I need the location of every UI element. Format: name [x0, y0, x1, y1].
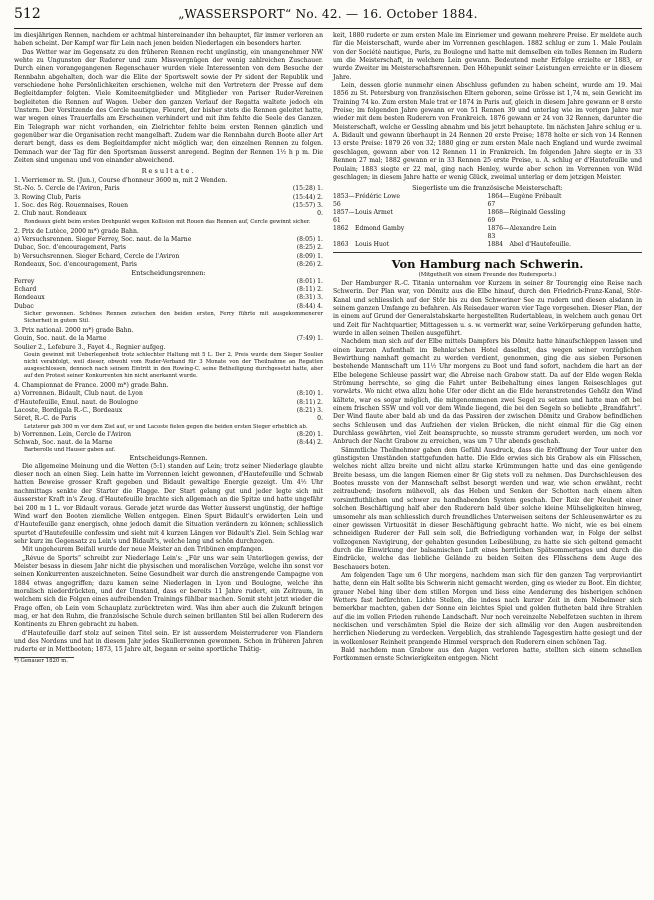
- result-row: [14, 202, 323, 210]
- result-entrant: a) Versuchsrennen. Sieger Ferrey, Soc. naut. de la Marne: [14, 235, 192, 243]
- race-result-list: [14, 236, 323, 269]
- race-note: Rondeaux gieht beim ersten Drehpunkt wegen Kollision mit Rouen das Rennen auf, Cercle gewinnt sicher.: [24, 218, 311, 225]
- champion-years: 1862: [333, 224, 349, 232]
- race-title: 4. Championnat de France. 2000 m*) grade Bahn.: [14, 382, 169, 390]
- result-row: [14, 194, 323, 202]
- result-time: (8:11) 2.: [296, 398, 323, 406]
- result-time: (15:57) 3.: [292, 201, 323, 209]
- result-row: [14, 399, 323, 407]
- result-row: [14, 278, 323, 286]
- two-column-body: [14, 32, 642, 665]
- champion-name: Réginald Gessling: [509, 208, 566, 216]
- result-entrant: a) Vorrennen. Bidault, Club naut. de Lyon: [14, 390, 143, 398]
- champion-row: [333, 225, 642, 241]
- champion-years: 1868—69: [487, 208, 510, 224]
- section-divider: [333, 252, 642, 253]
- result-entrant: 2. Club naut. Rondeaux: [14, 210, 87, 218]
- result-row: [14, 439, 323, 447]
- champion-name: Louis Huot: [355, 240, 390, 248]
- result-entrant: b) Vorrennen. Lein, Cercle de l'Aviron: [14, 430, 132, 438]
- result-row: [14, 415, 323, 423]
- race-subheading: Entscheidungsrennen:: [131, 269, 206, 278]
- result-time: (8:01) 1.: [296, 277, 323, 285]
- result-row: [14, 253, 323, 261]
- result-row: [14, 294, 323, 302]
- champion-name: Frédéric Lowe: [355, 192, 401, 200]
- result-row: [14, 335, 323, 343]
- result-entrant: Schwab, Soc. naut. de la Marne: [14, 439, 113, 447]
- champion-name: Edmond Gamby: [355, 224, 405, 232]
- result-entrant: Dubac, Soc. d'encouragement, Paris: [14, 244, 127, 252]
- champion-years: 1863: [333, 240, 349, 248]
- article-title: Von Hamburg nach Schwerin.: [391, 256, 584, 271]
- champion-row: [333, 241, 642, 249]
- result-row: [14, 244, 323, 252]
- result-time: (15:44) 2.: [292, 193, 323, 201]
- result-time: (8:31) 3.: [296, 294, 323, 302]
- result-time: (8:05) 1.: [296, 235, 323, 243]
- champion-years: 1884: [487, 240, 504, 248]
- right-column: [333, 32, 642, 665]
- result-entrant: 1. Soc. des Rég. Rouennaises, Rouen: [14, 201, 129, 209]
- champions-heading: Siegerliste um die französische Meisterschaft:: [412, 184, 563, 193]
- result-entrant: 3. Rowing Club, Paris: [14, 193, 81, 201]
- result-row: [14, 407, 323, 415]
- race-result-list: [14, 335, 323, 352]
- result-time: [279, 344, 323, 352]
- result-row: [14, 286, 323, 294]
- results-heading: Resultate.: [141, 166, 196, 175]
- race-title: 1. Vierriemer m. St. (Jun.), Course d'honneur 3600 m, mit 2 Wenden.: [14, 176, 228, 184]
- race-result-list: [14, 278, 323, 311]
- race-result-list: [14, 431, 323, 448]
- champion-name: Eugène Frébault: [509, 192, 562, 200]
- result-time: (8:11) 2.: [296, 285, 323, 293]
- result-time: 0.: [317, 210, 323, 218]
- result-entrant: Rondeaux: [14, 294, 45, 302]
- race-note: Letzterer gab 300 m vor dem Ziel auf, er und Lacoste fielen gegen die beiden ersten Sieger erheblich ab.: [24, 423, 308, 430]
- race-title: 2. Prix de Lutèce, 2000 m*) grade Bahn.: [14, 227, 139, 235]
- result-time: (8:25) 2.: [296, 244, 323, 252]
- champion-name: Alexandre Lein: [509, 224, 557, 232]
- champion-name: Louis Armet: [355, 208, 393, 216]
- result-time: (15:28) 1.: [292, 185, 323, 193]
- race-note: Gouin gewinnt mit Ueberlegenheit trotz schlechter Haltung mit 5 L. Der 2. Preis wurde dem Sieger Soulier nicht verabfolgt, weil dieser, obwohl vom Ruder-Verband für 3 Monate von der Theilnahme an Regatten ausgeschlossen, dennoch nach seinem Eintritt in den Rowing-C. seine Betheiligung durchgesetzt hatte, aber auf den Protest seiner Konkurrenten hin nicht anerkannt wurde.: [24, 352, 323, 380]
- result-entrant: Echard: [14, 285, 37, 293]
- page-header: [14, 6, 642, 29]
- race-title: 3. Prix national. 2000 m*) grade Bahn.: [14, 327, 134, 334]
- article-paragraph: Sämmtliche Theilnehmer gaben dem Gefühl Ausdruck, dass die Eröffnung der Tour unter den günstigsten Umständen stattgefunden hatte. Die Elde erwies sich bis Grabow als ein Flüsschen, welches nicht allzu breite und nicht allzu starke Krümmungen hatte und das eine genügende Breite besass, um die langen Riemen einer 8r Gig stets voll zu nehmen. Das Durchschleusen des Bootes musste von der Mannschaft selbst besorgt werden und war, wie schon erwähnt, recht zeitraubend; insofern mühevoll, als das Heben und Senken der Schotten nach einem alten vorsintfluthlichen und schwer zu handhabenden System geschah. Der Reiz der Neuheit einer solchen Beschäftigung half aber den Ruderern bald über solche kleine Mühseligkeiten hinweg, umsomehr als man schliesslich durch freundliches Unterweisen seitens der Schleusenwärter es zu einer gewissen Virtuosität in dieser Beschäftigung gebracht hatte. Wo nicht, wie es bei einem schneidigen Ruderer der Fall sein soll, die Befriedigung vorhanden war, in Folge der selbst vollzogenen Navigirung, der gehabten gesunden Leibesübung, zu hatte sie sich geltend gemacht durch die Einwirkung der balsamischen Luft eines herrlichen Spätsommertages und durch die Eindrücke, welche das liebliche Gelände zu beiden Seiten des Flüsschens dem Auge des Beschauers boten.: [333, 446, 642, 571]
- champion-row: [333, 209, 642, 225]
- page-number: 512: [14, 6, 41, 22]
- race-note: Sicher gewonnen. Schönes Rennen zwischen den beiden ersten, Ferry führte mit ausgekommenerer Sicherheit in gutem Stil.: [24, 311, 323, 324]
- body-paragraph: Lein, dessen glorie nunmehr einen Abschluss gefunden zu haben scheint, wurde am 19. Mai 1856 zu St. Petersburg von französischen Eltern geboren, seine Grösse ist 1,74 m, sein Gewicht im Training 74 ko. Zum ersten Male trat er 1874 in Paris auf, gleich in diesem Jahre gewann er 8 erste Preise; im folgenden Jahre gewann er von 51 Rennen 39 und unterlag wie im vorigen Jahre nur wieder mit dem besten Ruderern von Frankreich. 1876 gewann er 24 von 32 Rennen, darunter die Meisterschaft, welche er Gessling abnahm und bis jetzt behauptete. Im nächsten Jahre schlug er u. A. Bidault und gewann überhaupt in 24 Rennen 20 erste Preise; 1878 holte er sich von 14 Rennen 13 erste Preise: 1879 26 von 32; 1880 ging er zum ersten Male nach England und wurde zweimal geschlagen, gewann aber von 12 Rennen 11 in Frankreich. Im folgenden Jahre siegte er in 33 Rennen 27 mal; 1882 gewann er in 33 Rennen 25 erste Preise, u. A. schlug er d'Hautefeuille und Poulain; 1883 siegte er 22 mal, ging nach Henley, wurde aber schon im Vorrennen von Wild geschlagen; in diesem Jahre hatte er wenig Glück, zweimal unterlag er dem jetzigen Meister.: [333, 82, 642, 181]
- result-entrant: Ferrey: [14, 277, 35, 285]
- result-time: (8:21) 3.: [296, 407, 323, 415]
- result-row: [14, 185, 323, 193]
- result-entrant: b) Versuchsrennen. Sieger Echard, Cercle de l'Aviron: [14, 252, 180, 260]
- champion-years: 1857—61: [333, 208, 355, 224]
- result-row: [14, 303, 323, 311]
- result-time: (8:26) 2.: [296, 260, 323, 268]
- champion-row: [333, 193, 642, 209]
- champion-years: 1876—83: [487, 224, 510, 240]
- result-entrant: d'Hautefeuille, Emul. naut. de Boulogne: [14, 398, 138, 406]
- body-paragraph: d'Hautefeuille darf stolz auf seinen Titel sein. Er ist ausserdem Meisterruderer von Flandern und des Nordens und hat in diesem Jahr jedes Skullerrennen gewonnen. Schon in früheren Jahren ruderte er in Mettbooten; 1873, 15 Jahre alt, begann er seine sportliche Thätig-: [14, 629, 323, 654]
- champion-years: 1864—67: [487, 192, 510, 208]
- result-entrant: Lacoste, Bordigala R.-C., Bordeaux: [14, 407, 123, 415]
- body-paragraph: keit, 1880 ruderte er zum ersten Male im Einriemer und gewann mehrere Preise. Er meldete auch für die Meisterschaft, wurde aber im Vorrennen geschlagen. 1882 schlug er zum 1. Male Poulain von der Société nautique, Paris, zu Boulogne und hatte mit demselben ein tolles Rennen im Rudern um die Meisterschaft, in welchem Lein gewann. Bedeutend mehr Erfolge erzielte er 1883, er wurde Zweiter im Meisterschaftsrennen. Den Höhepunkt seiner Leistungen erreichte er in diesem Jahre.: [333, 32, 642, 81]
- result-entrant: Dubac: [14, 302, 34, 310]
- article-paragraph: Am folgenden Tage um 6 Uhr morgens, nachdem man sich für den ganzen Tag verproviantirt hatte, denn ein Halt sollte bis Schwerin nicht gemacht werden, ging es wieder zu Boot. Ein dichter, grauer Nebel hing über dem stillen Morgen und liess eine Aenderung des bisherigen schönen Wetters fast befürchten. Lichte Stellen, die indess nach kurzer Zeit in dem Nebelmeer sich bemerkbar machten, gaben der Sonne ein leichtes Spiel und golden flutheten bald ihre Strahlen auf die im vollen Frieden ruhende Landschaft. Nur noch vereinzelte Nebelfetzen suchten in ihrem neckischen und verschämten Spiel die Reize der sich allmälig vor den Augen ausbreitenden herrlichen Niederung zu verdecken. Vergeblich, das strahlende Tagesgestirn hatte gesiegt und der in wolkenloser Reinheit prangende Himmel versprach den Ruderern einen schönen Tag.: [333, 571, 642, 646]
- intro-paragraph: Das Wetter war im Gegensatz zu den früheren Rennen recht ungünstig, ein unangenehmer NW wehte zu Ungunsten der Ruderer und zum Missvergnügen der wenig zahlreichen Zuschauer. Durch einen vorangegangenen Regenschauer wurden viele Interessenten von dem Besuche der Rennbahn abgehalten, doch war die Elite der Sportswelt sowie der Pr sident der Republik und verschiedene hohe Persönlichkeiten erschienen, welche mit den Vertretern der Presse auf dem Begleitdampfer folgten. Viele Komiteemitglieder und Mitglieder von Pariser Ruder-Vereinen begleiteten die Rennen auf Wagen. Ueber den ganzen Verlauf der Regatta waltete jedoch ein Unstern. Der Vorsitzende des Cercle nautique, Fleuret, der bisher stets die Rennen geleitet hatte, war wegen eines Trauerfalls am Erscheinen verhindert und mit ihm fehlte die Seele des Ganzen. Ein Telegraph war nicht vorhanden, ein Zielrichter fehlte beim ersten Rennen gänzlich und gegenüber war die Organisation recht mangelhaft. Zudem war die Rennbahn durch Boote aller Art derart bengt, dass es dem Begleitdampfer nicht möglich war, den einzelnen Rennen zu folgen. Demnach war der Tag für den Sportsman äusserst anregend. Beginn der Rennen 1½ h p m. Die Zeiten sind ungenau und von einander abweichend.: [14, 48, 323, 165]
- result-row: [14, 344, 323, 352]
- result-entrant: St.-No. 5. Cercle de l'Aviron, Paris: [14, 185, 120, 193]
- race-result-list: [14, 185, 323, 218]
- footnote: *) Genauer 1820 m.: [14, 657, 68, 664]
- result-entrant: Gouin, Soc. naut. de la Marne: [14, 335, 107, 343]
- intro-paragraph: im diesjährigen Rennen, nachdem er achtmal hintereinander ihn behauptet, für immer verloren an haben scheint. Der Kampf war für Lein nach jenen beiden Niederlagen ein besonders harter.: [14, 32, 323, 48]
- result-time: (8:44) 2.: [296, 439, 323, 447]
- result-time: (8:10) 1.: [296, 390, 323, 398]
- result-row: [14, 261, 323, 269]
- running-title: „WASSERSPORT“ No. 42. — 16. October 1884.: [178, 7, 478, 21]
- article-paragraph: Der Hamburger R.-C. Titania unternahm vor Kurzem in seiner 8r Tourengig eine Reise nach Schwerin. Der Plan war, von Dömitz aus die Elbe hinauf, durch den Friedrich-Franz-Kanal, Stör-Kanal und schliesslich auf der Stör bis zu den Schweriner See zu rudern und diesen alsdann in seinem ganzen Umfange zu befahren. Als Reisedauer waren vier Tage vorgesehen. Dieser Plan, der in einem auf Grund der Generalstabskarte hergestellten Rudertableau, in welchem auch genau Ort und Zeit für Nachtquartier, Mittagessen u. s. w. vermerkt war, seine Verkörperung gefunden hatte, wurde in allen seinen Theilen ausgeführt.: [333, 279, 642, 337]
- champion-name: Abel d'Hautefeuille.: [509, 240, 571, 248]
- result-time: (8:20) 1.: [296, 430, 323, 438]
- result-row: [14, 210, 323, 218]
- result-entrant: Séret, R.-C. de Paris: [14, 415, 77, 423]
- result-time: (7:49) 1.: [296, 335, 323, 343]
- result-entrant: Soulier 2., Lefebure 3., Fayet 4., Regnier aufgeg.: [14, 343, 166, 351]
- result-row: [14, 431, 323, 439]
- race-subheading: Entscheidungs-Rennen.: [129, 454, 208, 463]
- result-entrant: Rondeaux, Soc. d'encouragement, Paris: [14, 260, 137, 268]
- article-paragraph: Nachdem man sich auf der Elbe mittels Dampfers bis Dömitz hatte hinaufschleppen lassen und einen kurzen Aufenthalt im Behnke'schen Hotel daselbst, das wegen seiner vorzüglichen Bewirthung namhaft gemacht zu werden verdient, genommen, ging die aus sieben Personen bestehende Mannschaft um 11½ Uhr morgens zu Boot und fand sofort, nachdem die hart an der Elbe belegene Schleuse passirt war, die Abreise nach Grabow statt. Da auf der Elde wegen Rekla Strömung herrschte, so ging die Fahrt unter Beibehaltung eines langen Reiseschlages gut vorwärts. Wo nicht etwa allzu hohe Ufer oder dicht an die Elde heranstretendes Gehölz den Wind kältete, war es sogar möglich, die mitgenommenen zwei Segel zu setzen und hatte man oft bei einem frischen SSW und voll vor dem Winde liegend, die bei den Segeln so beliebte „Brandfahrt“. Der Wind flaute aber bald ab und da das Passiren der zwischen Dömitz und Grabow befindlichen sechs Schleusen und das Aufziehen der vielen Brücken, die nicht einmal für die Gig einen Durchlass gewährten, viel Zeit beanspruchte, so musste stramm gerudert werden, um noch vor Anbruch der Nacht Grabow zu erreichen, was um 7 Uhr abends geschah.: [333, 338, 642, 446]
- body-paragraph: Die allgemeine Meinung und die Wetten (5:1) standen auf Lein; trotz seiner Niederlage glaubte dieser noch an einen Sieg. Lein hatte im Vorrennen leicht gewonnen, d'Hautefeuille und Schwab hatten Beweise grosser Kraft gegeben und Bidault gewaltige Energie gezeigt. Um 4½ Uhr nachmittags senkte der Starter die Flagge. Der Start gelang gut und jeder legte sich mit äusserster Kraft in's Zeug. d'Hautefeuille brachte sich allgemach an die Spitze und hatte ungefähr bei 200 m 1 L. vor Bidault voraus. Gerade jetzt wurde das Wetter äusserst ungünstig, der heftige Wind warf den Booten ziemliche Wellen entgegen. Einen Spurt Bidault's erwiderten Lein und d'Hautefeuille ganz energisch, ohne jedoch damit die Situation verändern zu können; schliesslich spurtet d'Hautefeuille confessim und sieht mit 4 kurzen Längen vor Bidault's Ziel. Sein Schlag war sehr kurz im Gegensatz zu Lein's und Bidault's, welche lang und schön durchzogen.: [14, 462, 323, 545]
- champion-years: 1853—56: [333, 192, 355, 208]
- race-note: Barberolle und Hauser gaben auf.: [24, 447, 116, 454]
- article-paragraph: Bald nachdem man Grabow aus den Augen verloren hatte, stellten sich einem schnellen Fortkommen ernste Schwierigkeiten entgegen. Nicht: [333, 647, 642, 663]
- article-subtitle: (Mitgetheilt von einem Freunde des Rudersports.): [418, 271, 557, 278]
- champions-list: [333, 193, 642, 249]
- result-row: [14, 390, 323, 398]
- result-time: (8:09) 1.: [296, 252, 323, 260]
- body-paragraph: Mit ungeheurem Beifall wurde der neue Meister an den Tribünen empfangen.: [22, 546, 264, 554]
- result-row: [14, 236, 323, 244]
- body-paragraph: „Révue de Sports“ schreibt zur Niederlage Lein's: „Für uns war sein Unterliegen gewiss, der Meister besass in diesem Jahr nicht die physischen und moralischen Vorzüge, welche ihn sonst vor seinen Konkurrenten auszeichneten. Seine Gesundheit war durch die anstrengende Campagne von 1884 etwas angegriffen; dazu kamen seine Niederlagen in Lyon und Boulogne, welche ihn moralisch niederdrückten, und der Umstand, dass er bereits 11 Jahre rudert, ein Zeitraum, in welchem sich die Folgen eines aufreibenden Trainings fühlbar machen. Somit steht jetzt wieder die Frage offen, ob Lein vom Schauplatz zurücktreten wird. Was ihm aber auch die Zukunft bringen mag, er hat den Ruhm, die französische Schule durch seinen brillanten Stil bei allen Ruderern des Kontinents zu Ehren gebracht zu haben.: [14, 554, 323, 629]
- result-time: 0.: [317, 415, 323, 423]
- left-column: [14, 32, 323, 665]
- race-result-list: [14, 390, 323, 423]
- result-time: (8:44) 4.: [296, 302, 323, 310]
